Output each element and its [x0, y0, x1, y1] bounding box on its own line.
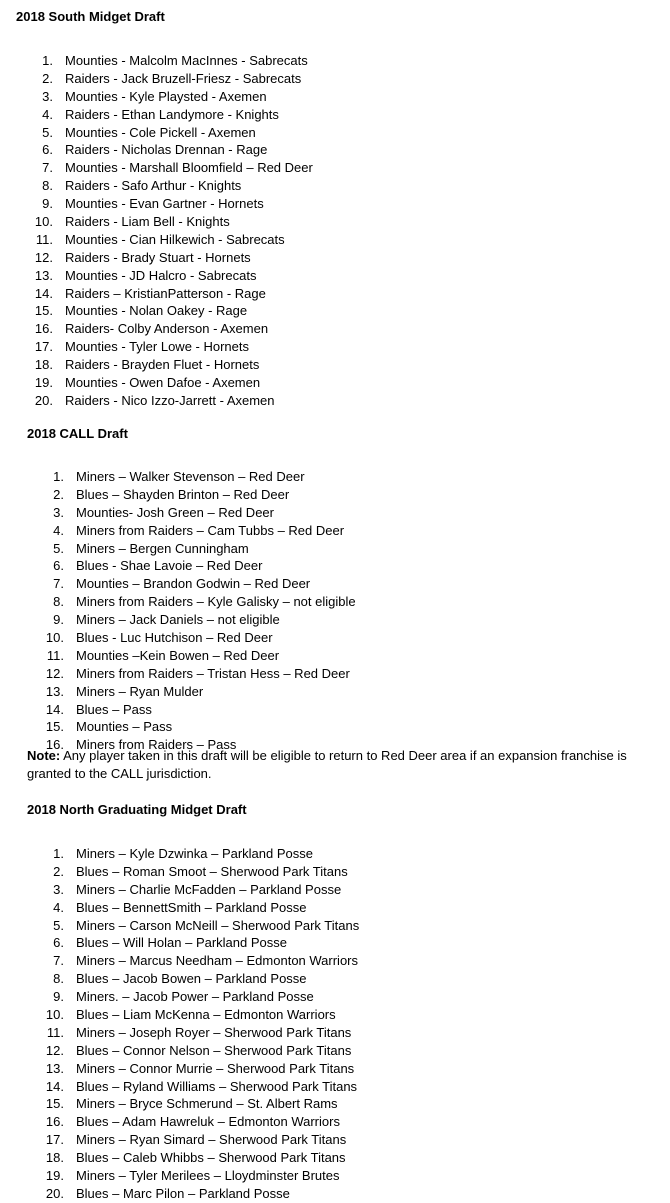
draft-pick-item [27, 1006, 359, 1024]
draft-pick-item [16, 320, 313, 338]
south-draft-heading: 2018 South Midget Draft [16, 9, 165, 24]
north-graduating-draft-section [27, 802, 359, 1203]
pick-number: 5. [53, 540, 64, 556]
pick-number: 2. [53, 863, 64, 879]
pick-number: 13. [45, 683, 64, 699]
pick-number: 4. [53, 899, 64, 915]
pick-number: 9. [53, 612, 64, 628]
pick-number: 14. [34, 285, 53, 301]
pick-text: Miners – Bryce Schmerund – St. Albert Rams [76, 1096, 338, 1112]
pick-text: Miners – Walker Stevenson – Red Deer [76, 469, 305, 484]
draft-pick-item [16, 141, 313, 159]
pick-number: 4. [53, 522, 64, 538]
pick-number: 11. [46, 647, 64, 663]
pick-text: Mounties - Malcolm MacInnes - Sabrecats [65, 53, 308, 68]
pick-text: Mounties – Pass [76, 719, 173, 735]
pick-text: Mounties - JD Halcro - Sabrecats [65, 267, 257, 283]
pick-text: Mounties - Tyler Lowe - Hornets [65, 339, 249, 355]
pick-text: Miners from Raiders – Tristan Hess – Red Deer [76, 665, 350, 681]
pick-text: Mounties – Brandon Godwin – Red Deer [76, 576, 311, 592]
pick-text: Raiders - Liam Bell - Knights [65, 214, 230, 230]
draft-pick-item [27, 557, 356, 575]
draft-pick-item [27, 701, 356, 719]
pick-text: Mounties - Owen Dafoe - Axemen [65, 375, 261, 391]
pick-number: 6. [42, 142, 53, 158]
draft-pick-item [16, 231, 313, 249]
pick-text: Blues – Marc Pilon – Parkland Posse [76, 1185, 290, 1201]
pick-number: 1. [53, 469, 64, 484]
pick-number: 16. [45, 1114, 64, 1130]
pick-number: 9. [53, 989, 64, 1005]
draft-pick-item [16, 285, 313, 303]
pick-text: Miners from Raiders – Pass [76, 737, 237, 753]
pick-number: 2. [42, 70, 53, 86]
draft-pick-item [27, 1131, 359, 1149]
pick-number: 7. [53, 576, 64, 592]
pick-number: 7. [42, 160, 53, 176]
pick-text: Blues – Liam McKenna – Edmonton Warriors [76, 1007, 336, 1023]
pick-text: Mounties - Marshall Bloomfield – Red Deer [65, 160, 313, 176]
draft-pick-item [16, 374, 313, 392]
pick-number: 17. [45, 1132, 64, 1148]
pick-text: Blues – BennettSmith – Parkland Posse [76, 899, 307, 915]
pick-text: Blues – Connor Nelson – Sherwood Park Titans [76, 1042, 352, 1058]
pick-number: 19. [45, 1168, 64, 1184]
pick-number: 13. [34, 267, 53, 283]
call-draft-section [27, 426, 356, 754]
pick-text: Raiders - Ethan Landymore - Knights [65, 106, 279, 122]
pick-text: Blues – Roman Smoot – Sherwood Park Titans [76, 863, 348, 879]
draft-pick-item [27, 683, 356, 701]
pick-number: 15. [34, 303, 53, 319]
draft-pick-item [27, 665, 356, 683]
draft-pick-item [27, 863, 359, 881]
pick-number: 11. [46, 1024, 64, 1040]
draft-pick-item [16, 70, 313, 88]
pick-text: Mounties - Cole Pickell - Axemen [65, 124, 256, 140]
draft-pick-item [27, 647, 356, 665]
pick-text: Miners from Raiders – Kyle Galisky – not eligible [76, 594, 356, 610]
pick-text: Miners – Joseph Royer – Sherwood Park Titans [76, 1024, 352, 1040]
draft-pick-item [27, 881, 359, 899]
pick-number: 20. [45, 1185, 64, 1201]
note-label: Note: [27, 748, 61, 763]
draft-pick-item [16, 338, 313, 356]
pick-number: 18. [34, 357, 53, 373]
pick-text: Raiders - Jack Bruzell-Friesz - Sabrecats [65, 70, 302, 86]
pick-text: Miners – Ryan Mulder [76, 683, 204, 699]
draft-pick-item [27, 899, 359, 917]
pick-number: 14. [45, 701, 64, 717]
south-draft-list [16, 52, 313, 410]
pick-text: Raiders - Nico Izzo-Jarrett - Axemen [65, 392, 275, 408]
draft-pick-item [27, 718, 356, 736]
pick-number: 6. [53, 558, 64, 574]
pick-text: Blues – Will Holan – Parkland Posse [76, 935, 287, 951]
pick-text: Blues – Ryland Williams – Sherwood Park Titans [76, 1078, 358, 1094]
call-draft-note [27, 747, 659, 783]
draft-pick-item [27, 917, 359, 935]
draft-pick-item [16, 52, 313, 70]
pick-number: 6. [53, 935, 64, 951]
pick-text: Raiders - Brayden Fluet - Hornets [65, 357, 260, 373]
pick-number: 3. [53, 881, 64, 897]
pick-text: Miners – Carson McNeill – Sherwood Park Titans [76, 917, 360, 933]
pick-text: Blues - Shae Lavoie – Red Deer [76, 558, 263, 574]
pick-text: Miners – Tyler Merilees – Lloydminster Brutes [76, 1168, 340, 1184]
draft-pick-item [27, 611, 356, 629]
pick-text: Raiders - Safo Arthur - Knights [65, 178, 242, 194]
draft-pick-item [27, 1149, 359, 1167]
draft-pick-item [27, 988, 359, 1006]
pick-text: Raiders - Nicholas Drennan - Rage [65, 142, 268, 158]
pick-text: Mounties - Nolan Oakey - Rage [65, 303, 248, 319]
draft-pick-item [27, 522, 356, 540]
north-draft-heading: 2018 North Graduating Midget Draft [27, 802, 247, 817]
pick-number: 15. [45, 719, 64, 735]
draft-pick-item [16, 195, 313, 213]
pick-text: Blues – Jacob Bowen – Parkland Posse [76, 971, 307, 987]
pick-number: 14. [45, 1078, 64, 1094]
draft-pick-item [16, 392, 313, 410]
pick-number: 8. [53, 971, 64, 987]
pick-text: Mounties –Kein Bowen – Red Deer [76, 647, 280, 663]
draft-pick-item [16, 213, 313, 231]
pick-text: Miners – Bergen Cunningham [76, 540, 249, 556]
pick-number: 20. [34, 392, 53, 408]
pick-text: Mounties - Cian Hilkewich - Sabrecats [65, 231, 285, 247]
call-draft-list [27, 468, 356, 754]
draft-pick-item [27, 845, 359, 863]
pick-text: Miners – Ryan Simard – Sherwood Park Titans [76, 1132, 347, 1148]
draft-pick-item [16, 267, 313, 285]
draft-pick-item [27, 486, 356, 504]
pick-text: Miners – Marcus Needham – Edmonton Warriors [76, 953, 359, 969]
pick-number: 4. [42, 106, 53, 122]
pick-text: Raiders – KristianPatterson - Rage [65, 285, 266, 301]
pick-text: Blues – Caleb Whibbs – Sherwood Park Titans [76, 1150, 346, 1166]
draft-pick-item [16, 124, 313, 142]
draft-pick-item [16, 88, 313, 106]
pick-number: 12. [34, 249, 53, 265]
pick-number: 5. [42, 124, 53, 140]
pick-number: 7. [53, 953, 64, 969]
pick-number: 3. [53, 504, 64, 520]
draft-pick-item [27, 1042, 359, 1060]
draft-pick-item [27, 970, 359, 988]
call-draft-heading: 2018 CALL Draft [27, 426, 128, 441]
draft-pick-item [27, 629, 356, 647]
pick-text: Raiders- Colby Anderson - Axemen [65, 321, 269, 337]
pick-text: Miners. – Jacob Power – Parkland Posse [76, 989, 314, 1005]
pick-text: Mounties - Evan Gartner - Hornets [65, 196, 264, 212]
south-midget-draft-section [16, 9, 313, 410]
pick-text: Miners from Raiders – Cam Tubbs – Red Deer [76, 522, 345, 538]
pick-text: Blues – Shayden Brinton – Red Deer [76, 486, 290, 502]
draft-pick-item [27, 1078, 359, 1096]
pick-number: 15. [45, 1096, 64, 1112]
draft-pick-item [27, 1185, 359, 1203]
draft-pick-item [27, 468, 356, 486]
pick-text: Blues – Adam Hawreluk – Edmonton Warriors [76, 1114, 340, 1130]
draft-pick-item [16, 249, 313, 267]
pick-number: 12. [45, 665, 64, 681]
note-text: Any player taken in this draft will be eligible to return to Red Deer area if an expansion franchise is granted to the CALL jurisdiction. [27, 748, 627, 781]
pick-number: 19. [34, 375, 53, 391]
pick-text: Miners – Charlie McFadden – Parkland Posse [76, 881, 342, 897]
pick-text: Blues - Luc Hutchison – Red Deer [76, 630, 273, 646]
pick-number: 1. [42, 53, 53, 68]
draft-pick-item [16, 177, 313, 195]
draft-pick-item [27, 575, 356, 593]
draft-pick-item [16, 356, 313, 374]
pick-text: Miners – Kyle Dzwinka – Parkland Posse [76, 846, 313, 861]
pick-text: Mounties- Josh Green – Red Deer [76, 504, 274, 520]
pick-text: Miners – Jack Daniels – not eligible [76, 612, 280, 628]
pick-number: 8. [53, 594, 64, 610]
draft-pick-item [16, 159, 313, 177]
draft-pick-item [27, 1167, 359, 1185]
pick-text: Blues – Pass [76, 701, 152, 717]
draft-pick-item [27, 1095, 359, 1113]
pick-text: Miners – Connor Murrie – Sherwood Park Titans [76, 1060, 355, 1076]
pick-number: 13. [45, 1060, 64, 1076]
pick-number: 16. [34, 321, 53, 337]
pick-number: 18. [45, 1150, 64, 1166]
draft-pick-item [27, 1113, 359, 1131]
draft-pick-item [16, 106, 313, 124]
pick-number: 3. [42, 88, 53, 104]
draft-pick-item [27, 593, 356, 611]
pick-number: 9. [42, 196, 53, 212]
draft-pick-item [27, 934, 359, 952]
draft-pick-item [27, 540, 356, 558]
pick-number: 11. [35, 231, 53, 247]
pick-number: 10. [45, 630, 64, 646]
north-draft-list [27, 845, 359, 1203]
draft-pick-item [27, 504, 356, 522]
pick-number: 10. [45, 1007, 64, 1023]
pick-text: Raiders - Brady Stuart - Hornets [65, 249, 251, 265]
draft-pick-item [27, 952, 359, 970]
pick-number: 12. [45, 1042, 64, 1058]
pick-number: 8. [42, 178, 53, 194]
pick-number: 2. [53, 486, 64, 502]
draft-pick-item [16, 302, 313, 320]
pick-number: 16. [45, 737, 64, 753]
pick-text: Mounties - Kyle Playsted - Axemen [65, 88, 267, 104]
draft-pick-item [27, 1024, 359, 1042]
pick-number: 5. [53, 917, 64, 933]
draft-pick-item [27, 1060, 359, 1078]
pick-number: 17. [34, 339, 53, 355]
pick-number: 1. [53, 846, 64, 861]
pick-number: 10. [34, 214, 53, 230]
